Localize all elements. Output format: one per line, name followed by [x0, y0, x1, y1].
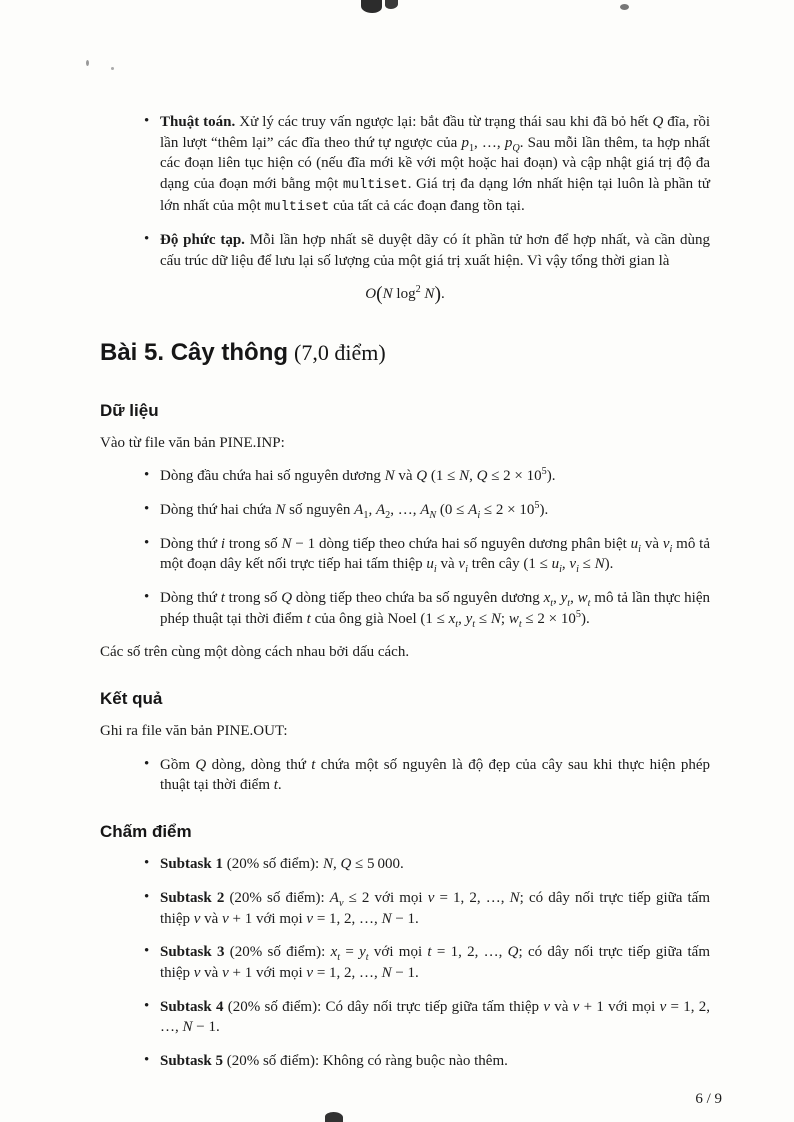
- scoring-section-heading: Chấm điểm: [100, 822, 192, 842]
- input-note: Các số trên cùng một dòng cách nhau bởi dấu cách.: [100, 644, 410, 661]
- subtask-3: • Subtask 3 (20% số điểm): $x_t = y_t$ với mọi t = 1, 2, …, Q; có dây nối trực tiếp giữa tấm thiệp v và v + 1 với mọi v = 1, 2, …, N − 1.: [100, 942, 710, 983]
- problem-title: [100, 339, 710, 367]
- input-intro: Vào từ file văn bản PINE.INP:: [100, 434, 285, 451]
- scan-artifact-top-center: [361, 0, 382, 13]
- bullet-complexity: [100, 230, 710, 308]
- output-intro: Ghi ra file văn bản PINE.OUT:: [100, 723, 288, 740]
- input-line-2: • Dòng thứ hai chứa N số nguyên $A_1$, $A_2$, …, $A_N$ $(0 \le A_i \le 2 \times 10^5)$.: [100, 500, 710, 521]
- problem-points-label: (7,0 điểm): [294, 339, 386, 365]
- scan-artifact-top-right: [620, 4, 629, 10]
- bullet-complexity-text: • Độ phức tạp. Mỗi lần hợp nhất sẽ duyệt dãy có ít phần tử hơn để hợp nhất, và cần dùng cấu trúc dữ liệu để lưu lại số lượng của một giá trị xuất hiện. Vì vậy tổng thời gian là: [160, 232, 710, 269]
- subtask-1: • Subtask 1 (20% số điểm): N, Q ≤ 5 000.: [100, 854, 710, 875]
- input-line-1: • Dòng đầu chứa hai số nguyên dương N và Q (1 ≤ N, $Q \le 2 \times 10^5$).: [100, 466, 710, 487]
- solution-notes-list: [100, 112, 710, 309]
- subtask-5: • Subtask 5 (20% số điểm): Không có ràng buộc nào thêm.: [100, 1051, 710, 1072]
- scan-artifact-left-dot: [111, 67, 114, 70]
- input-spec-list: [100, 466, 710, 629]
- input-line-3: • Dòng thứ i trong số N − 1 dòng tiếp theo chứa hai số nguyên dương phân biệt $u_i$ và $v_i$ mô tả một đoạn dây kết nối trực tiếp hai tấm thiệp $u_i$ và $v_i$ trên cây ($1 \le u_i$, $v_i \le N$).: [100, 534, 710, 575]
- subtask-list: [100, 854, 710, 1072]
- output-line-1: • Gồm Q dòng, dòng thứ t chứa một số nguyên là độ đẹp của cây sau khi thực hiện phép thuật tại thời điểm t.: [100, 755, 710, 796]
- input-line-4: • Dòng thứ t trong số Q dòng tiếp theo chứa ba số nguyên dương $x_t$, $y_t$, $w_t$ mô tả lần thực hiện phép thuật tại thời điểm t của ông già Noel ($1 \le x_t$, $y_t \le N$; $w_t \le 2 \times 10^5$).: [100, 588, 710, 629]
- scan-artifact-left-mark: [86, 60, 89, 66]
- bullet-algorithm: • Thuật toán. Xử lý các truy vấn ngược lại: bắt đầu từ trạng thái sau khi đã bỏ hết Q đĩa, rồi lần lượt “thêm lại” các đĩa theo thứ tự ngược của $p_1$, …, $p_Q$. Sau mỗi lần thêm, ta hợp nhất các đoạn liên tục hiện có (nếu đĩa mới kề với một hoặc hai đoạn) và cập nhật giá trị độ đa dạng của đoạn mới bằng một multiset. Giá trị đa dạng lớn nhất hiện tại luôn là phần tử lớn nhất của một multiset của tất cả các đoạn đang tồn tại.: [100, 112, 710, 217]
- page-number: 6 / 9: [695, 1091, 722, 1107]
- output-section-heading: Kết quả: [100, 689, 163, 709]
- input-section-heading: Dữ liệu: [100, 400, 159, 420]
- scan-artifact-bottom: [325, 1112, 343, 1122]
- subtask-2: • Subtask 2 (20% số điểm): $A_v \le 2$ với mọi v = 1, 2, …, N; có dây nối trực tiếp giữa tấm thiệp v và v + 1 với mọi v = 1, 2, …, N − 1.: [100, 888, 710, 929]
- complexity-formula: O(N $\log^2 N$).: [365, 283, 445, 305]
- problem-title-text: Bài 5. Cây thông: [100, 338, 289, 366]
- output-spec-list: [100, 755, 710, 796]
- subtask-4: • Subtask 4 (20% số điểm): Có dây nối trực tiếp giữa tấm thiệp v và v + 1 với mọi v = 1, 2, …, N − 1.: [100, 997, 710, 1038]
